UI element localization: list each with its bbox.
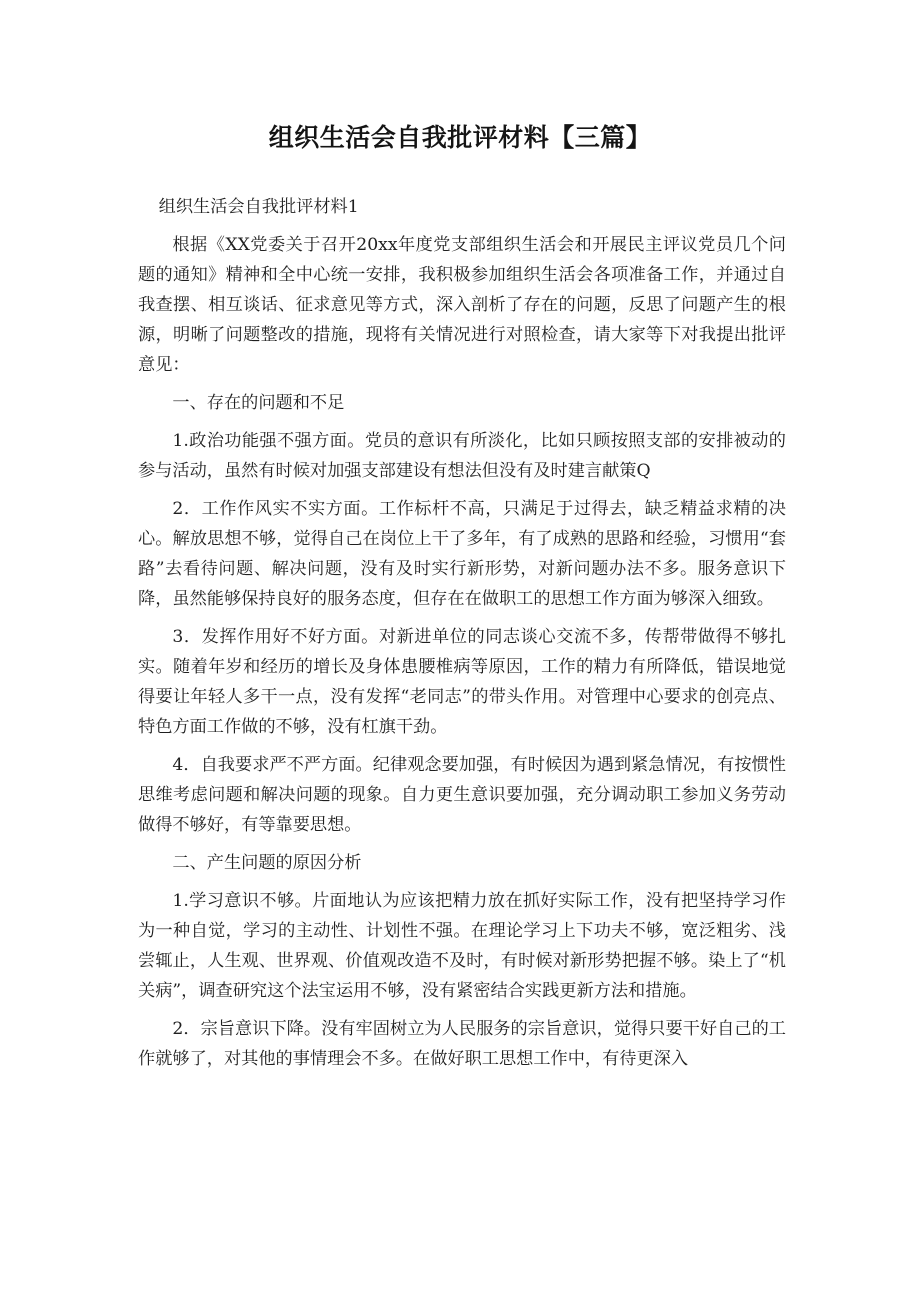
section-heading-causes: 二、产生问题的原因分析	[172, 853, 362, 873]
problem-item-4: 4．自我要求严不严方面。纪律观念要加强，有时候因为遇到紧急情况，有按惯性思维考虑问题和解决问题的现象。自力更生意识要加强，充分调动职工参加义务劳动做得不够好，有等靠要思想。	[138, 755, 786, 835]
intro-paragraph: 根据《XX党委关于召开20xx年度党支部组织生活会和开展民主评议党员几个问题的通知》精神和全中心统一安排，我积极参加组织生活会各项准备工作，并通过自我查摆、相互谈话、征求意见等方式，深入剖析了存在的问题，反思了问题产生的根源，明晰了问题整改的措施，现将有关情况进行对照检查，请大家等下对我提出批评意见：	[138, 235, 786, 375]
problem-item-1: 1.政治功能强不强方面。党员的意识有所淡化，比如只顾按照支部的安排被动的参与活动，虽然有时候对加强支部建设有想法但没有及时建言献策Q	[138, 431, 786, 481]
problem-item-2: 2．工作作风实不实方面。工作标杆不高，只满足于过得去，缺乏精益求精的决心。解放思想不够，觉得自己在岗位上干了多年，有了成熟的思路和经验，习惯用“套路”去看待问题、解决问题，没有及时实行新形势，对新问题办法不多。服务意识下降，虽然能够保持良好的服务态度，但存在在做职工的思想工作方面为够深入细致。	[138, 499, 786, 609]
document-title: 组织生活会自我批评材料【三篇】	[268, 123, 652, 152]
section-heading: 组织生活会自我批评材料1	[158, 197, 359, 217]
cause-item-1: 1.学习意识不够。片面地认为应该把精力放在抓好实际工作，没有把坚持学习作为一种自觉，学习的主动性、计划性不强。在理论学习上下功夫不够，宽泛粗劣、浅尝辄止，人生观、世界观、价值观改造不及时，有时候对新形势把握不够。染上了“机关病”，调查研究这个法宝运用不够，没有紧密结合实践更新方法和措施。	[138, 891, 786, 1001]
problem-item-3: 3．发挥作用好不好方面。对新进单位的同志谈心交流不多，传帮带做得不够扎实。随着年岁和经历的增长及身体患腰椎病等原因，工作的精力有所降低，错误地觉得要让年轻人多干一点，没有发挥“老同志”的带头作用。对管理中心要求的创亮点、特色方面工作做的不够，没有杠旗干劲。	[138, 627, 786, 737]
cause-item-2: 2．宗旨意识下降。没有牢固树立为人民服务的宗旨意识，觉得只要干好自己的工作就够了，对其他的事情理会不多。在做好职工思想工作中，有待更深入	[138, 1019, 786, 1069]
section-heading-problems: 一、存在的问题和不足	[172, 393, 345, 413]
document-body	[138, 192, 786, 1082]
